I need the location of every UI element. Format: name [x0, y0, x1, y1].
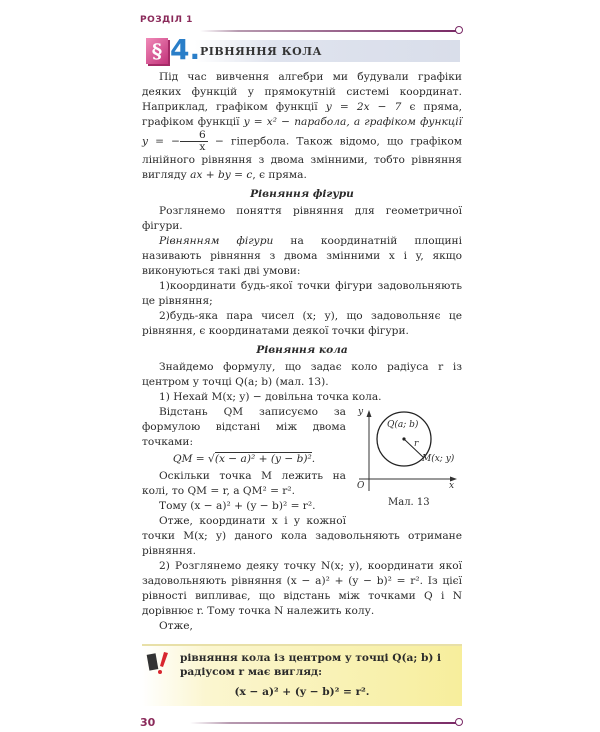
denominator: x	[199, 141, 206, 153]
text: є пряма, графіком функції	[142, 101, 463, 128]
key-note-text: рівняння кола із центром у точці Q(a; b) і радіусом r має вигляд:	[180, 652, 442, 678]
condition-1: 1)координати будь-якої точки фігури задовольняють це рівняння;	[142, 280, 462, 307]
radius-label: r	[414, 439, 419, 449]
footer-rule-end-dot	[455, 718, 463, 726]
origin-label: O	[357, 481, 365, 491]
x-axis-label: x	[449, 481, 455, 491]
figure-13	[354, 407, 462, 511]
center-label: Q(a; b)	[387, 420, 419, 430]
condition-2: 2)будь-яка пара чисел (x; y), що задовольняє це рівняння, є координатами деякої точки фігури.	[142, 310, 462, 337]
text: на координатній площині називають рівняння з двома змінними x і y, якщо виконуються такі дві умови:	[142, 235, 462, 277]
footer-rule	[190, 722, 456, 724]
point-label: M(x; y)	[422, 454, 455, 464]
y-axis-label: y	[358, 407, 364, 417]
paragraph: Отже,	[159, 620, 193, 632]
page-footer	[142, 716, 462, 732]
figure-caption: Мал. 13	[388, 497, 430, 508]
section-number: 4.	[170, 33, 201, 66]
paragraph: Знайдемо формулу, що задає коло радіуса r із центром у точці Q(a; b) (мал. 13).	[142, 361, 462, 388]
heading-circle-equation: Рівняння кола	[256, 344, 348, 356]
formula-lhs: QM =	[172, 453, 209, 465]
paragraph: Оскільки точка M лежить на колі, то QM = r, а QM² = r².	[142, 470, 346, 497]
paragraph: Отже, координати x і y кожної точки M(x; y) даного кола задовольняють отримане рівняння.	[142, 515, 462, 557]
fraction	[180, 130, 208, 153]
chapter-label: РОЗДІЛ 1	[140, 15, 193, 25]
term: Рівнянням фігури	[159, 235, 274, 247]
text: − гіпербола. Також відомо, що графіком лінійного рівняння з двома змінними, тобто рівняння вигляду	[142, 135, 462, 181]
header-rule-end-dot	[455, 26, 463, 34]
formula-end: .	[311, 453, 316, 465]
y-axis-arrow	[367, 410, 372, 417]
section-icon: §	[146, 38, 168, 64]
distance-formula: QM = √(x − a)² + (y − b)².	[172, 453, 316, 465]
key-note-box	[142, 644, 462, 706]
page-content	[142, 70, 462, 732]
paragraph: Тому (x − a)² + (y − b)² = r².	[159, 500, 316, 512]
circle-equation-formula: (x − a)² + (y − b)² = r².	[234, 686, 370, 698]
heading-figure-equation: Рівняння фігури	[250, 188, 354, 200]
paragraph: 2) Розглянемо деяку точку N(x; y), координати якої задовольняють рівняння (x − a)² + (y − b)² = r². Із цієї рівності випливає, що відстань між точками Q і N дорівнює r. Тому точка N належить колу.	[142, 560, 462, 617]
page-number: 30	[140, 716, 156, 729]
exclamation-icon	[146, 650, 174, 676]
paragraph: Відстань QM записуємо за формулою відстані між двома точками:	[142, 406, 346, 448]
equation: y = x² − парабола, а графіком функції y = −	[142, 116, 462, 148]
text: Під час вивчення алгебри ми будували графіки деяких функцій у прямокутній системі координат. Наприклад, графіком функції	[142, 71, 462, 113]
equation: y = 2x − 7	[325, 101, 402, 113]
formula-radicand: (x − a)² + (y − b)²	[214, 453, 312, 465]
section-title: РІВНЯННЯ КОЛА	[200, 45, 322, 58]
paragraph: Розглянемо поняття рівняння для геометричної фігури.	[142, 205, 462, 232]
header-rule	[200, 30, 456, 32]
equation: ax + by = c	[190, 169, 253, 181]
intro-paragraph	[142, 70, 462, 183]
text: , є пряма.	[252, 169, 307, 181]
paragraph: 1) Нехай M(x; y) − довільна точка кола.	[159, 391, 382, 403]
numerator: 6	[180, 130, 208, 142]
